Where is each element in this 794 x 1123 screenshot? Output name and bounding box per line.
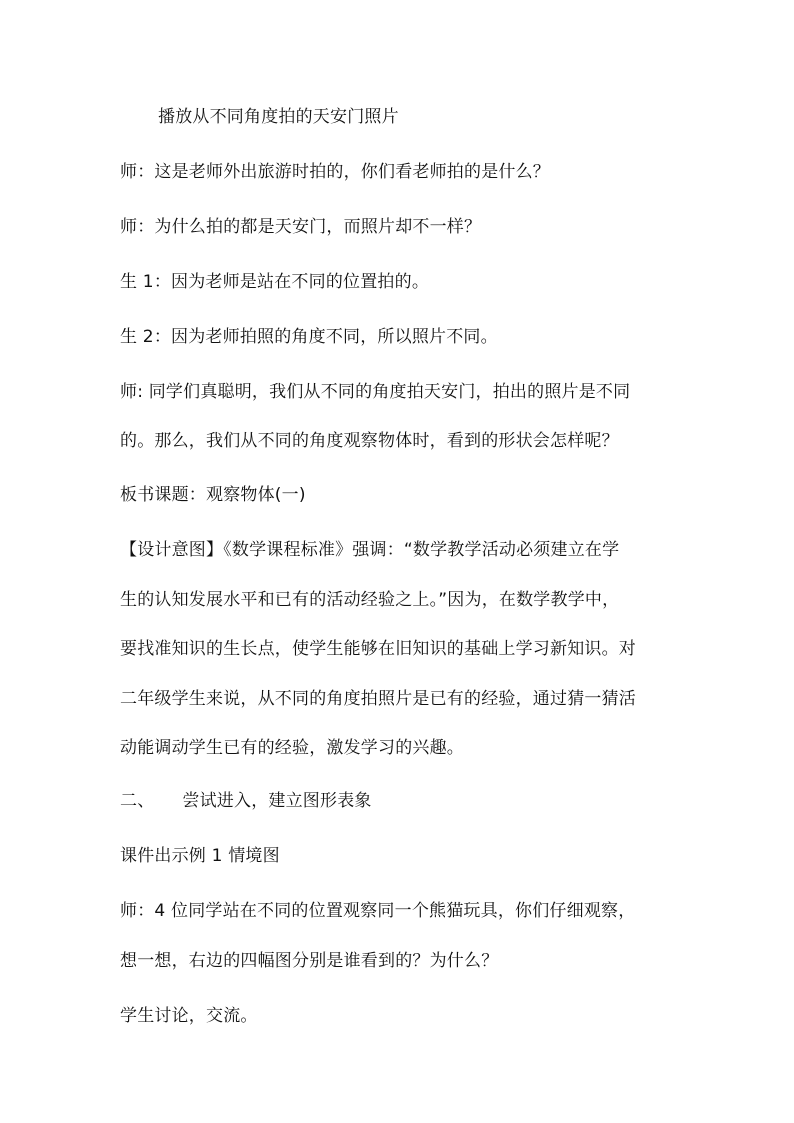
- paragraph-line: 师：4 位同学站在不同的位置观察同一个熊猫玩具，你们仔细观察，: [120, 901, 636, 921]
- paragraph-line: 生 2：因为老师拍照的角度不同，所以照片不同。: [120, 327, 498, 347]
- paragraph-line: 学生讨论，交流。: [120, 1006, 258, 1026]
- section-title: 尝试进入，建立图形表象: [182, 791, 372, 811]
- paragraph-line: 生的认知发展水平和已有的活动经验之上。”因为，在数学教学中，: [120, 590, 620, 610]
- paragraph-line: 生 1：因为老师是站在不同的位置拍的。: [120, 272, 430, 292]
- paragraph-line: 播放从不同角度拍的天安门照片: [158, 107, 399, 127]
- section-number: 二、: [120, 791, 155, 811]
- paragraph-line: 想一想，右边的四幅图分别是谁看到的？为什么？: [120, 951, 499, 971]
- paragraph-line: 的。那么，我们从不同的角度观察物体时，看到的形状会怎样呢？: [120, 431, 619, 451]
- paragraph-line: 要找准知识的生长点，使学生能够在旧知识的基础上学习新知识。对: [120, 639, 636, 659]
- paragraph-line: 师: 同学们真聪明，我们从不同的角度拍天安门，拍出的照片是不同: [120, 382, 631, 402]
- section-heading: [120, 790, 372, 812]
- paragraph-line: 师：为什么拍的都是天安门，而照片却不一样？: [120, 217, 482, 237]
- paragraph-line: 动能调动学生已有的经验，激发学习的兴趣。: [120, 738, 464, 758]
- paragraph-line: 板书课题：观察物体(一): [120, 485, 306, 505]
- paragraph-line: 二年级学生来说，从不同的角度拍照片是已有的经验，通过猜一猜活: [120, 689, 636, 709]
- paragraph-line: 【设计意图】《数学课程标准》强调：“数学教学活动必须建立在学: [120, 540, 620, 560]
- paragraph-line: 师：这是老师外出旅游时拍的，你们看老师拍的是什么？: [120, 162, 550, 182]
- paragraph-line: 课件出示例 1 情境图: [120, 846, 280, 866]
